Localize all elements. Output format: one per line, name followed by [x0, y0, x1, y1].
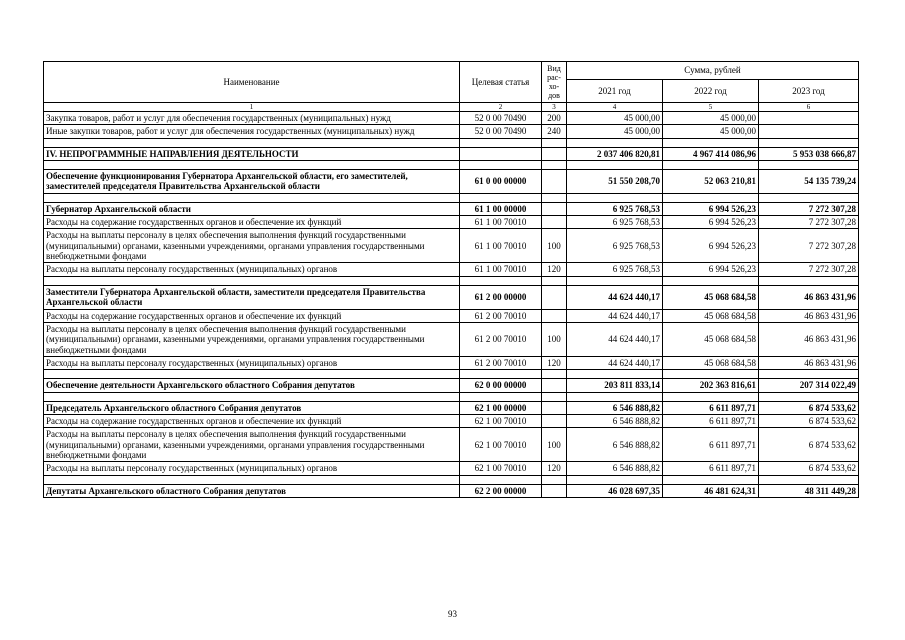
- cell-2022: 6 611 897,71: [663, 428, 759, 462]
- cell-2023: 6 874 533,62: [759, 462, 859, 475]
- cell-type: [542, 147, 567, 160]
- table-row: [44, 484, 859, 497]
- index-cell: 5: [663, 103, 759, 112]
- budget-table: [43, 61, 859, 498]
- spacer-cell: [663, 370, 759, 379]
- spacer-cell: [567, 276, 663, 285]
- spacer-row: [44, 276, 859, 285]
- cell-article: [460, 147, 542, 160]
- spacer-cell: [663, 138, 759, 147]
- header-type: Вид рас-хо-дов: [542, 62, 567, 103]
- cell-2022: 52 063 210,81: [663, 170, 759, 194]
- spacer-cell: [759, 138, 859, 147]
- cell-2022: 6 994 526,23: [663, 216, 759, 229]
- index-cell: 1: [44, 103, 460, 112]
- cell-type: 100: [542, 322, 567, 356]
- table-row: [44, 125, 859, 138]
- cell-2022: 6 611 897,71: [663, 414, 759, 427]
- cell-type: 200: [542, 112, 567, 125]
- cell-type: [542, 379, 567, 392]
- spacer-cell: [567, 138, 663, 147]
- cell-article: 61 2 00 70010: [460, 309, 542, 322]
- cell-2023: 6 874 533,62: [759, 401, 859, 414]
- spacer-cell: [759, 370, 859, 379]
- cell-name: Расходы на выплаты персоналу государственных (муниципальных) органов: [44, 356, 460, 369]
- table-row: [44, 216, 859, 229]
- cell-2023: 46 863 431,96: [759, 356, 859, 369]
- spacer-cell: [759, 276, 859, 285]
- cell-2021: 45 000,00: [567, 112, 663, 125]
- spacer-cell: [759, 392, 859, 401]
- cell-type: [542, 414, 567, 427]
- cell-2022: 6 994 526,23: [663, 229, 759, 263]
- spacer-cell: [567, 193, 663, 202]
- cell-2023: 46 863 431,96: [759, 322, 859, 356]
- cell-name: Расходы на выплаты персоналу в целях обеспечения выполнения функций государственными (муниципальными) органами, казенными учреждениями, органами управления государственными внебюджетными фондами: [44, 322, 460, 356]
- cell-type: 120: [542, 263, 567, 276]
- spacer-cell: [567, 475, 663, 484]
- cell-article: 52 0 00 70490: [460, 125, 542, 138]
- spacer-row: [44, 370, 859, 379]
- spacer-cell: [567, 392, 663, 401]
- header-article: Целевая статья: [460, 62, 542, 103]
- header-year-2023: 2023 год: [759, 80, 859, 103]
- cell-type: [542, 202, 567, 215]
- cell-name: Расходы на содержание государственных органов и обеспечение их функций: [44, 216, 460, 229]
- cell-2022: 46 481 624,31: [663, 484, 759, 497]
- spacer-cell: [44, 475, 460, 484]
- spacer-cell: [759, 193, 859, 202]
- cell-2022: 6 611 897,71: [663, 401, 759, 414]
- cell-name: Расходы на выплаты персоналу государственных (муниципальных) органов: [44, 462, 460, 475]
- spacer-cell: [460, 370, 542, 379]
- spacer-cell: [759, 475, 859, 484]
- cell-2021: 6 925 768,53: [567, 229, 663, 263]
- cell-2023: 6 874 533,62: [759, 414, 859, 427]
- spacer-cell: [663, 475, 759, 484]
- page-number: 93: [448, 609, 457, 619]
- cell-type: [542, 285, 567, 309]
- cell-2022: 202 363 816,61: [663, 379, 759, 392]
- cell-article: 62 2 00 00000: [460, 484, 542, 497]
- spacer-cell: [44, 276, 460, 285]
- cell-name: Губернатор Архангельской области: [44, 202, 460, 215]
- index-cell: 2: [460, 103, 542, 112]
- cell-2021: 6 546 888,82: [567, 462, 663, 475]
- cell-2021: 6 546 888,82: [567, 414, 663, 427]
- cell-2021: 6 546 888,82: [567, 401, 663, 414]
- cell-type: [542, 309, 567, 322]
- cell-2021: 203 811 833,14: [567, 379, 663, 392]
- cell-2022: 45 068 684,58: [663, 322, 759, 356]
- cell-2021: 51 550 208,70: [567, 170, 663, 194]
- table-row: [44, 263, 859, 276]
- cell-article: 61 0 00 00000: [460, 170, 542, 194]
- spacer-cell: [460, 193, 542, 202]
- spacer-cell: [542, 138, 567, 147]
- cell-2021: 2 037 406 820,81: [567, 147, 663, 160]
- spacer-cell: [542, 370, 567, 379]
- cell-2023: [759, 125, 859, 138]
- cell-type: [542, 216, 567, 229]
- cell-2022: 6 994 526,23: [663, 202, 759, 215]
- cell-article: 61 1 00 00000: [460, 202, 542, 215]
- cell-2022: 45 068 684,58: [663, 285, 759, 309]
- cell-name: Обеспечение деятельности Архангельского областного Собрания депутатов: [44, 379, 460, 392]
- spacer-cell: [663, 276, 759, 285]
- cell-name: Расходы на содержание государственных органов и обеспечение их функций: [44, 309, 460, 322]
- spacer-cell: [44, 193, 460, 202]
- cell-2021: 6 925 768,53: [567, 216, 663, 229]
- cell-2022: 45 000,00: [663, 125, 759, 138]
- spacer-row: [44, 161, 859, 170]
- cell-type: 100: [542, 428, 567, 462]
- table-row: [44, 462, 859, 475]
- spacer-cell: [663, 193, 759, 202]
- spacer-cell: [460, 475, 542, 484]
- table-row: [44, 112, 859, 125]
- cell-article: 61 1 00 70010: [460, 229, 542, 263]
- spacer-cell: [663, 161, 759, 170]
- spacer-row: [44, 138, 859, 147]
- spacer-cell: [44, 370, 460, 379]
- header-year-2021: 2021 год: [567, 80, 663, 103]
- cell-type: 240: [542, 125, 567, 138]
- cell-2022: 4 967 414 086,96: [663, 147, 759, 160]
- cell-2023: 7 272 307,28: [759, 229, 859, 263]
- spacer-cell: [542, 475, 567, 484]
- cell-2022: 6 994 526,23: [663, 263, 759, 276]
- spacer-cell: [759, 161, 859, 170]
- cell-2023: 7 272 307,28: [759, 216, 859, 229]
- cell-article: 62 0 00 00000: [460, 379, 542, 392]
- cell-article: 61 2 00 70010: [460, 356, 542, 369]
- cell-2022: 45 068 684,58: [663, 309, 759, 322]
- cell-2023: 48 311 449,28: [759, 484, 859, 497]
- table-header: [44, 62, 859, 112]
- spacer-cell: [460, 161, 542, 170]
- table-row: [44, 202, 859, 215]
- table-row: [44, 322, 859, 356]
- cell-article: 61 1 00 70010: [460, 216, 542, 229]
- cell-2021: 6 925 768,53: [567, 202, 663, 215]
- cell-article: 61 1 00 70010: [460, 263, 542, 276]
- table-row: [44, 147, 859, 160]
- cell-type: 120: [542, 356, 567, 369]
- spacer-row: [44, 193, 859, 202]
- spacer-cell: [460, 392, 542, 401]
- table-row: [44, 170, 859, 194]
- spacer-cell: [542, 193, 567, 202]
- cell-name: IV. НЕПРОГРАММНЫЕ НАПРАВЛЕНИЯ ДЕЯТЕЛЬНОСТИ: [44, 147, 460, 160]
- cell-name: Иные закупки товаров, работ и услуг для обеспечения государственных (муниципальных) нужд: [44, 125, 460, 138]
- cell-2021: 44 624 440,17: [567, 356, 663, 369]
- cell-name: Председатель Архангельского областного Собрания депутатов: [44, 401, 460, 414]
- table-row: [44, 229, 859, 263]
- index-cell: 6: [759, 103, 859, 112]
- table-row: [44, 379, 859, 392]
- table-row: [44, 414, 859, 427]
- index-cell: 3: [542, 103, 567, 112]
- cell-2022: 45 068 684,58: [663, 356, 759, 369]
- cell-article: 62 1 00 00000: [460, 401, 542, 414]
- cell-name: Расходы на выплаты персоналу государственных (муниципальных) органов: [44, 263, 460, 276]
- spacer-cell: [44, 161, 460, 170]
- spacer-cell: [542, 276, 567, 285]
- cell-2021: 6 546 888,82: [567, 428, 663, 462]
- cell-2023: 46 863 431,96: [759, 309, 859, 322]
- cell-name: Обеспечение функционирования Губернатора Архангельской области, его заместителей, заместителей председателя Правительства Архангельской области: [44, 170, 460, 194]
- spacer-cell: [542, 392, 567, 401]
- cell-article: 61 2 00 00000: [460, 285, 542, 309]
- cell-2023: 5 953 038 666,87: [759, 147, 859, 160]
- cell-2022: 45 000,00: [663, 112, 759, 125]
- cell-2021: 46 028 697,35: [567, 484, 663, 497]
- cell-2023: 46 863 431,96: [759, 285, 859, 309]
- table-row: [44, 309, 859, 322]
- cell-2023: 7 272 307,28: [759, 202, 859, 215]
- spacer-row: [44, 392, 859, 401]
- spacer-cell: [44, 138, 460, 147]
- table-row: [44, 401, 859, 414]
- cell-name: Депутаты Архангельского областного Собрания депутатов: [44, 484, 460, 497]
- cell-article: 62 1 00 70010: [460, 428, 542, 462]
- spacer-cell: [567, 161, 663, 170]
- spacer-cell: [567, 370, 663, 379]
- cell-type: [542, 484, 567, 497]
- cell-2022: 6 611 897,71: [663, 462, 759, 475]
- cell-2021: 45 000,00: [567, 125, 663, 138]
- cell-2023: 7 272 307,28: [759, 263, 859, 276]
- index-cell: 4: [567, 103, 663, 112]
- cell-name: Расходы на содержание государственных органов и обеспечение их функций: [44, 414, 460, 427]
- cell-2021: 6 925 768,53: [567, 263, 663, 276]
- header-name: Наименование: [44, 62, 460, 103]
- cell-2021: 44 624 440,17: [567, 309, 663, 322]
- cell-2023: [759, 112, 859, 125]
- column-index-row: [44, 103, 859, 112]
- table-row: [44, 428, 859, 462]
- cell-article: 62 1 00 70010: [460, 414, 542, 427]
- cell-type: [542, 401, 567, 414]
- cell-2021: 44 624 440,17: [567, 285, 663, 309]
- cell-2023: 54 135 739,24: [759, 170, 859, 194]
- cell-article: 52 0 00 70490: [460, 112, 542, 125]
- cell-name: Закупка товаров, работ и услуг для обеспечения государственных (муниципальных) нужд: [44, 112, 460, 125]
- cell-type: 100: [542, 229, 567, 263]
- cell-2023: 207 314 022,49: [759, 379, 859, 392]
- table-row: [44, 356, 859, 369]
- cell-2023: 6 874 533,62: [759, 428, 859, 462]
- cell-2021: 44 624 440,17: [567, 322, 663, 356]
- spacer-cell: [460, 276, 542, 285]
- cell-name: Расходы на выплаты персоналу в целях обеспечения выполнения функций государственными (муниципальными) органами, казенными учреждениями, органами управления государственными внебюджетными фондами: [44, 229, 460, 263]
- cell-type: [542, 170, 567, 194]
- spacer-row: [44, 475, 859, 484]
- cell-type: 120: [542, 462, 567, 475]
- header-year-2022: 2022 год: [663, 80, 759, 103]
- spacer-cell: [460, 138, 542, 147]
- spacer-cell: [663, 392, 759, 401]
- cell-name: Расходы на выплаты персоналу в целях обеспечения выполнения функций государственными (муниципальными) органами, казенными учреждениями, органами управления государственными внебюджетными фондами: [44, 428, 460, 462]
- table-body: [44, 112, 859, 498]
- spacer-cell: [44, 392, 460, 401]
- cell-article: 61 2 00 70010: [460, 322, 542, 356]
- cell-article: 62 1 00 70010: [460, 462, 542, 475]
- cell-name: Заместители Губернатора Архангельской области, заместители председателя Правительства Архангельской области: [44, 285, 460, 309]
- spacer-cell: [542, 161, 567, 170]
- header-sum: Сумма, рублей: [567, 62, 859, 80]
- table-row: [44, 285, 859, 309]
